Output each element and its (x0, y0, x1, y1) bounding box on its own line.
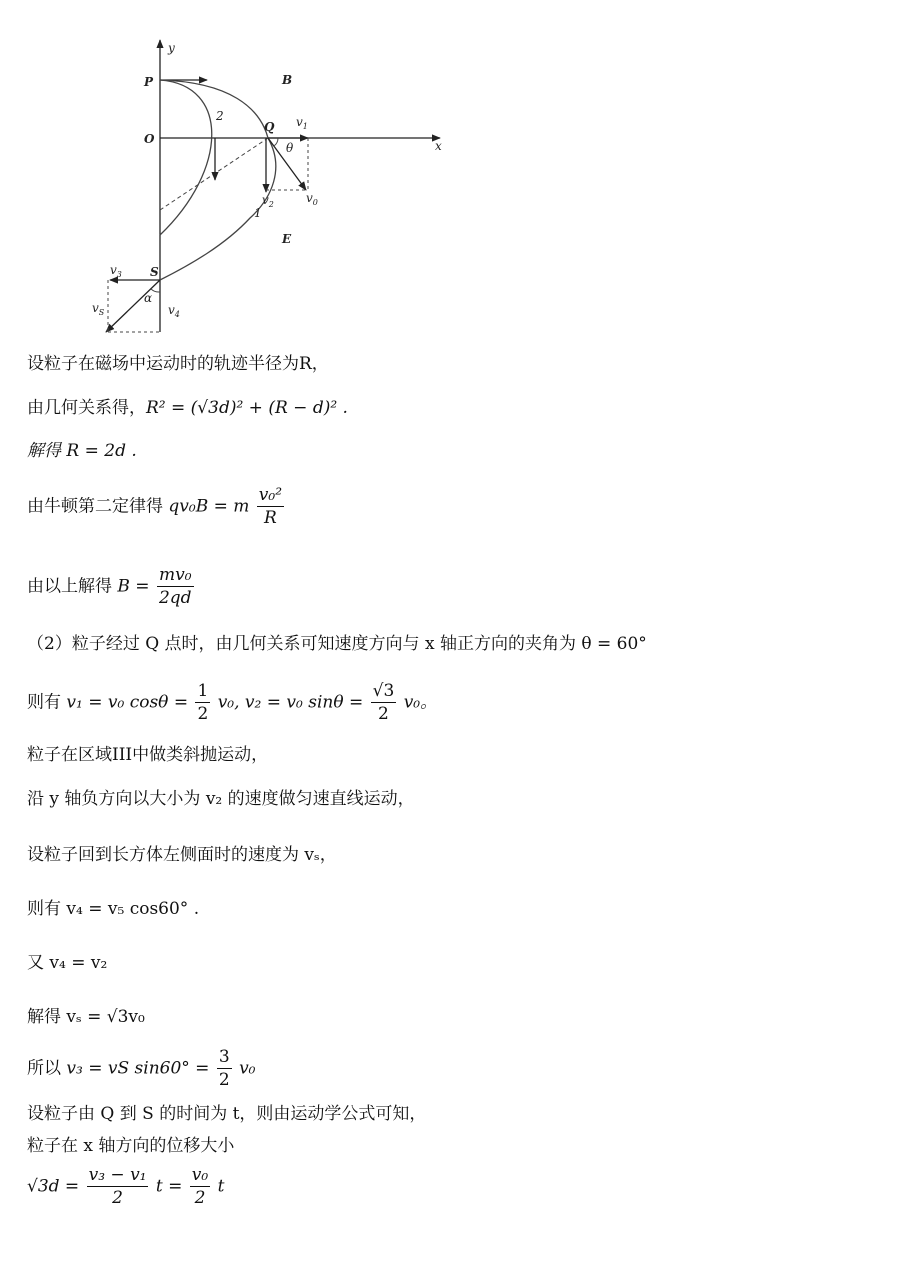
alpha-label: α (144, 291, 153, 305)
v4-label: $v_4$ (168, 303, 180, 319)
dashed-radius (160, 138, 268, 210)
line-1: 设粒子在磁场中运动时的轨迹半径为R， (27, 354, 329, 374)
y-axis-label: y (168, 41, 175, 55)
line-7: 则有 v₁ = v₀ cosθ = $\frac{1}{2}$ v₀, v₂ = v₀ sinθ = $\frac{√3}{2}$ v₀。 (27, 681, 438, 724)
line-16: 粒子在 x 轴方向的位移大小 (27, 1136, 235, 1156)
point-o-label: O (144, 132, 155, 146)
line-3: 解得 R = 2d . (27, 441, 137, 461)
curve-2-label: 2 (216, 109, 224, 123)
theta-label: θ (286, 141, 294, 155)
line-17: √3d = $\frac{\text{v₃ − v₁}}{2}$ t = $\frac{\text{v₀}}{2}$ t (27, 1165, 225, 1208)
line-14: 所以 v₃ = vS sin60° = $\frac{3}{2}$ v₀ (27, 1047, 256, 1090)
line-13: 解得 vₛ = √3v₀ (27, 1007, 145, 1027)
trajectory-2 (160, 80, 212, 235)
line-10: 设粒子回到长方体左侧面时的速度为 vₛ， (27, 845, 337, 865)
line-6: （2）粒子经过 Q 点时，由几何关系可知速度方向与 x 轴正方向的夹角为 θ = 60° (27, 634, 647, 654)
line-15: 设粒子由 Q 到 S 的时间为 t，则由运动学公式可知， (27, 1104, 427, 1124)
point-q-label: Q (264, 120, 275, 134)
point-p-label: P (144, 75, 154, 89)
physics-diagram (80, 30, 460, 340)
v3-label: $v_3$ (110, 263, 122, 279)
line-8: 粒子在区域III中做类斜抛运动， (27, 745, 269, 765)
line-9: 沿 y 轴负方向以大小为 v₂ 的速度做匀速直线运动， (27, 789, 415, 809)
line-5: 由以上解得 B = $\frac{\text{mv₀}}{2qd}$ (27, 565, 192, 608)
vs-label: $v_S$ (92, 301, 105, 317)
v1-label: $v_1$ (296, 115, 308, 131)
region-e-label: E (282, 232, 292, 246)
region-b-label: B (282, 73, 293, 87)
v0-label: $v_0$ (306, 191, 318, 207)
v2-label: $v_2$ (262, 193, 274, 209)
line-4: 由牛顿第二定律得 qv₀B = m $\frac{\text{v₀²}}{R}$ (27, 485, 283, 528)
curve-1-label: 1 (254, 206, 262, 220)
x-axis-label: x (435, 139, 442, 153)
point-s-label: S (150, 265, 159, 279)
alpha-arc (151, 289, 160, 292)
velocity-vs-arrow (106, 280, 160, 332)
theta-arc (274, 138, 278, 146)
line-2: 由几何关系得，R² = (√3d)² + (R − d)² . (27, 398, 348, 418)
line-11: 则有 v₄ = v₅ cos60° . (27, 899, 200, 919)
line-12: 又 v₄ = v₂ (27, 953, 108, 973)
